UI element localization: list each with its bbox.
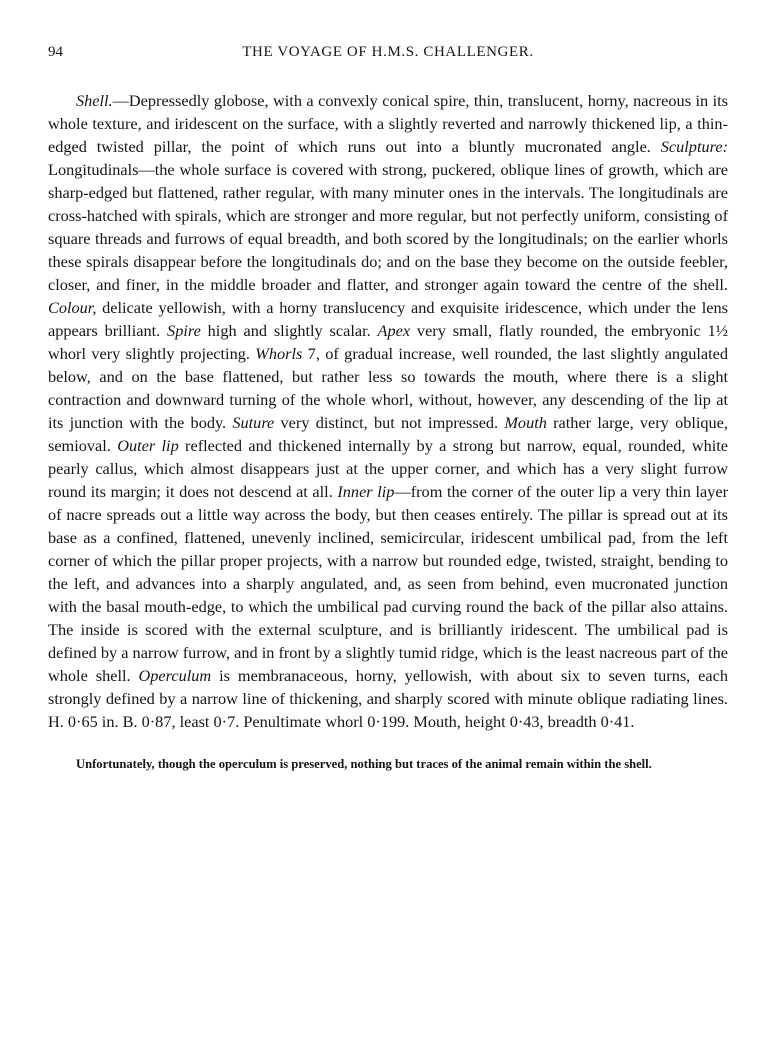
colour-label: Colour, — [48, 298, 97, 317]
operculum-text: is membranaceous, horny, yellowish, with about six to seven turns, each strongly defined by a narrow line of thickening, and sharply scored with minute oblique radiating lines. H. 0·65 in. B. 0·87, least 0·7. Penultimate whorl 0·199. Mouth, height 0·43, breadth 0·41. — [48, 666, 729, 731]
suture-label: Suture — [232, 413, 275, 432]
description-paragraph — [48, 89, 728, 733]
running-head — [48, 44, 728, 66]
page-number: 94 — [48, 44, 63, 60]
colour-text: delicate yellowish, with a horny translucency and exquisite iridescence, which under the lens appears brilliant. — [48, 298, 728, 340]
whorls-text: 7, of gradual increase, well rounded, the last slightly angulated below, and on the base flattened, but rather less so towards the mouth, where there is a slight contraction and downward turning of the whole whorl, without, however, any descending of the lip at its junction with the body. — [48, 344, 728, 432]
mouth-text: rather large, very oblique, semioval. — [48, 413, 728, 455]
running-title: THE VOYAGE OF H.M.S. CHALLENGER. — [242, 44, 534, 60]
spire-text: high and slightly scalar. — [200, 321, 378, 340]
species-description — [48, 89, 728, 733]
outer-lip-text: reflected and thickened internally by a strong but narrow, equal, rounded, white pearly callus, which almost disappears just at the upper corner, and which has a very slight furrow round its margin; it does not descend at all. — [48, 436, 728, 501]
outer-lip-label: Outer lip — [117, 436, 179, 455]
inner-lip-label: Inner lip — [337, 482, 395, 501]
shell-label: Shell. — [76, 91, 113, 110]
footnote: Unfortunately, though the operculum is preserved, nothing but traces of the animal remain within the shell. — [76, 757, 652, 771]
shell-text: —Depressedly globose, with a convexly conical spire, thin, translucent, horny, nacreous in its whole texture, and iridescent on the surface, with a slightly reverted and narrowly thickened lip, a thin-edged twisted pillar, the point of which runs out into a bluntly mucronated angle. — [48, 91, 728, 156]
sculpture-label: Sculpture: — [660, 137, 728, 156]
mouth-label: Mouth — [504, 413, 547, 432]
spire-label: Spire — [167, 321, 201, 340]
inner-lip-text: —from the corner of the outer lip a very thin layer of nacre spreads out a little way across the body, but then ceases entirely. The pillar is spread out at its base as a confined, flattened, unevenly inclined, semicircular, iridescent umbilical pad, from the left corner of which the pillar proper projects, with a narrow but rounded edge, twisted, straight, bending to the left, and advances into a sharply angulated, and, as seen from behind, even mucronated junction with the basal mouth-edge, to which the umbilical pad curving round the back of the pillar also attains. The inside is scored with the external sculpture, and is brilliantly iridescent. The umbilical pad is defined by a narrow furrow, and in front by a slightly tumid ridge, which is the least nacreous part of the whole shell. — [48, 482, 728, 685]
whorls-label: Whorls — [255, 344, 303, 363]
sculpture-text: Longitudinals—the whole surface is covered with strong, puckered, oblique lines of growth, which are sharp-edged but flattened, rather regular, with many minuter ones in the intervals. The longitudinals are cross-hatched with spirals, which are stronger and more regular, but not perfectly uniform, consisting of square threads and furrows of equal breadth, and both scored by the longitudinals; on the earlier whorls these spirals disappear before the longitudinals do; and on the base they become on the outside feebler, closer, and finer, in the middle broader and flatter, and stronger again toward the centre of the shell. — [48, 160, 728, 294]
apex-text: very small, flatly rounded, the embryonic 1½ whorl very slightly projecting. — [48, 321, 728, 363]
suture-text: very distinct, but not impressed. — [274, 413, 505, 432]
book-page — [48, 44, 728, 786]
apex-label: Apex — [377, 321, 411, 340]
operculum-label: Operculum — [138, 666, 212, 685]
